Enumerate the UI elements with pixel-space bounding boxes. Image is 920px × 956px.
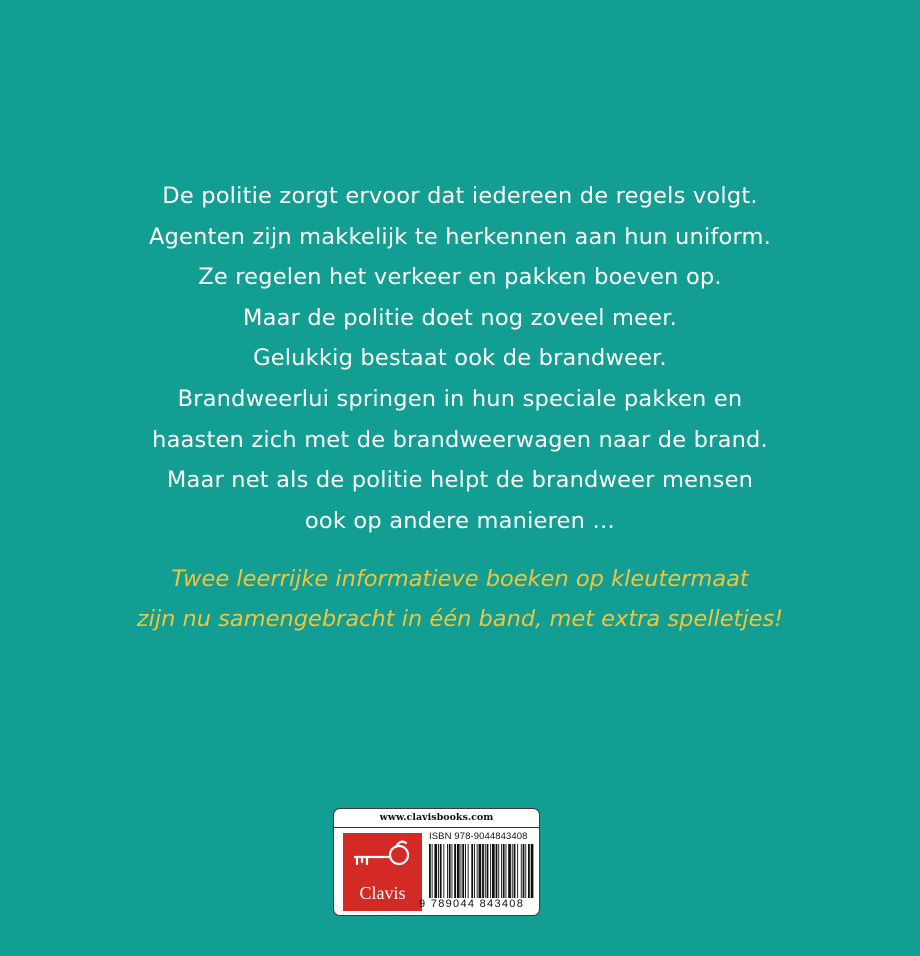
blurb-line: Agenten zijn makkelijk te herkennen aan hun uniform. [148, 223, 772, 250]
blurb-line: Maar net als de politie helpt de brandweer mensen [166, 467, 754, 494]
ean-digits: 9 789044 843408 [419, 898, 525, 910]
barcode-box [333, 808, 540, 916]
publisher-website: www.clavisbooks.com [379, 812, 494, 823]
blurb-text [0, 176, 920, 541]
tagline-line: zijn nu samengebracht in één band, met extra spelletjes! [136, 606, 784, 632]
blurb-line: Brandweerlui springen in hun speciale pakken en [177, 385, 743, 412]
blurb-line: Ze regelen het verkeer en pakken boeven op. [198, 264, 722, 291]
blurb-line: De politie zorgt ervoor dat iedereen de regels volgt. [162, 183, 758, 209]
publisher-logo [343, 833, 422, 911]
blurb-line: Gelukkig bestaat ook de brandweer. [253, 345, 667, 372]
tagline-line: Twee leerrijke informatieve boeken op kleutermaat [171, 566, 749, 592]
key-icon [343, 833, 422, 885]
publisher-logo-text: Clavis [359, 883, 406, 903]
blurb-line: haasten zich met de brandweerwagen naar de brand. [152, 426, 768, 453]
isbn-label: ISBN 978-9044843408 [429, 831, 528, 842]
blurb-line: Maar de politie doet nog zoveel meer. [243, 304, 677, 331]
tagline [0, 559, 920, 639]
blurb-line: ook op andere manieren … [304, 507, 616, 534]
barcode-icon [429, 844, 534, 900]
divider [334, 827, 539, 828]
